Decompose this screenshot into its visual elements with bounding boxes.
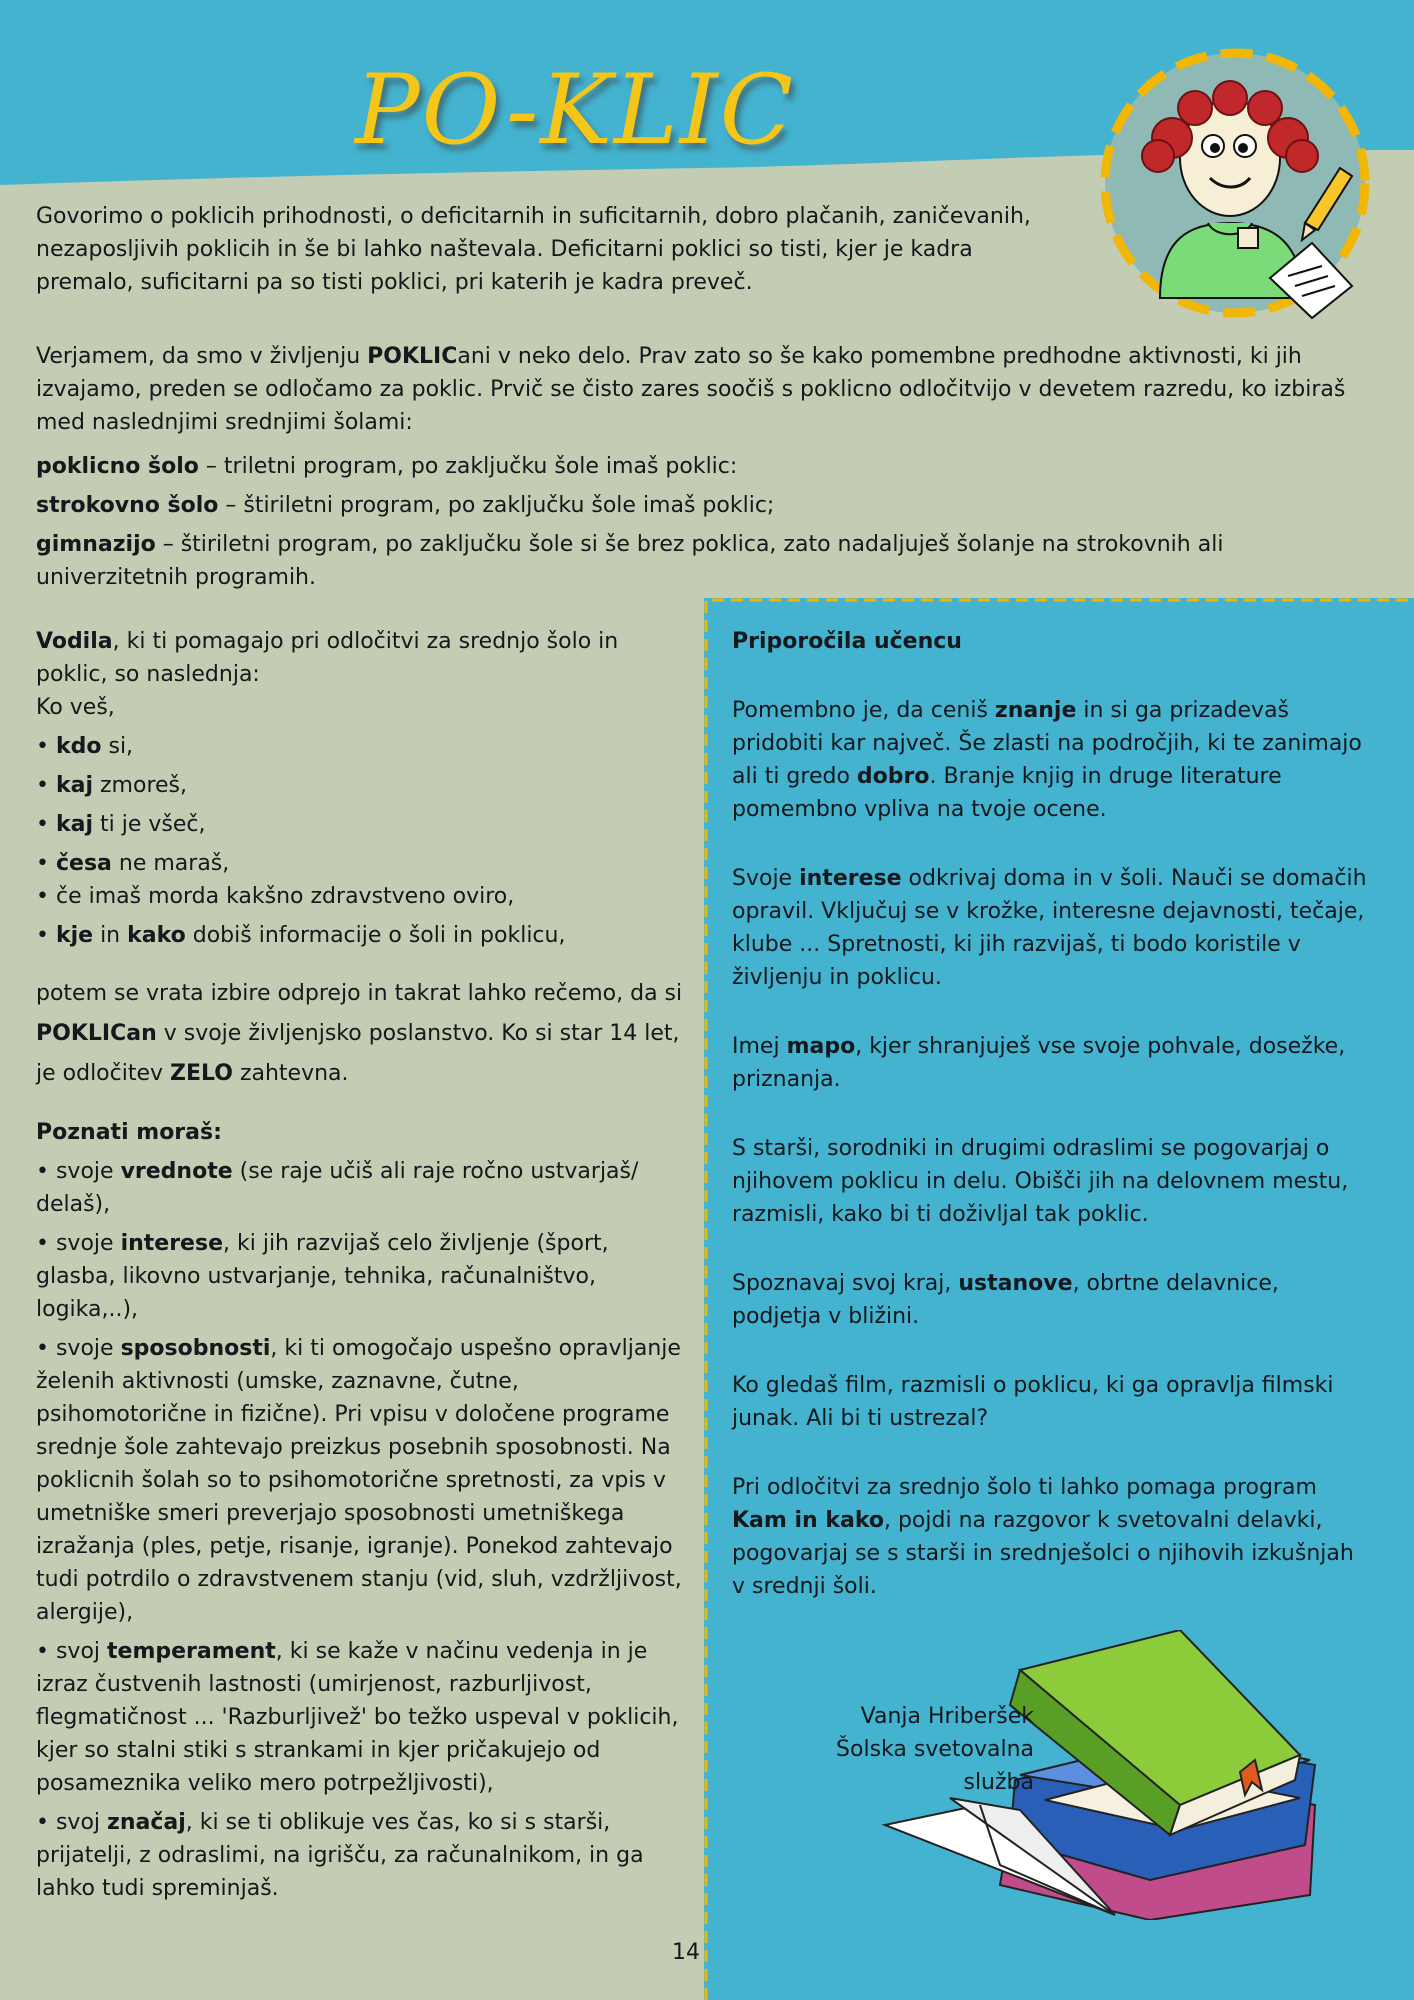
school-type-item: strokovno šolo – štiriletni program, po zaključku šole imaš poklic; [36, 493, 775, 518]
guideline-bullet: • kje in kako dobiš informacije o šoli in poklicu, [36, 923, 566, 948]
recommendation-paragraph: Spoznavaj svoj kraj, ustanove, obrtne delavnice, podjetja v bližini. [732, 1271, 1279, 1329]
guideline-bullet: • če imaš morda kakšno zdravstveno oviro, [36, 884, 515, 909]
right-column [732, 625, 1372, 1603]
author-organization: Šolska svetovalna služba [836, 1737, 1034, 1795]
recommendation-paragraph: Ko gledaš film, razmisli o poklicu, ki ga opravlja filmski junak. Ali bi ti ustrezal? [732, 1373, 1334, 1431]
must-know-item: • svoje interese, ki jih razvijaš celo življenje (šport, glasba, likovno ustvarjanje, tehnika, računalništvo, logika,..), [36, 1231, 609, 1322]
choices-paragraph: Verjamem, da smo v življenju POKLICani v neko delo. Prav zato so še kako pomembne predhodne aktivnosti, ki jih izvajamo, preden se odločamo za poklic. Prvič se čisto zares soočiš s poklicno odločitvijo v devetem razredu, ko izbiraš med naslednjimi srednjimi šolami: [36, 344, 1346, 435]
guidelines-intro: Vodila, ki ti pomagajo pri odločitvi za srednjo šolo in poklic, so naslednja: [36, 629, 619, 687]
recommendation-paragraph: S starši, sorodniki in drugimi odraslimi se pogovarjaj o njihovem poklicu in delu. Obišči jih na delovnem mestu, razmisli, kako bi ti doživljal tak poklic. [732, 1136, 1349, 1227]
must-know-item: • svoj značaj, ki se ti oblikuje ves čas, ko si s starši, prijatelji, z odraslimi, na igrišču, za računalnikom, in ga lahko tudi spreminjaš. [36, 1810, 644, 1901]
girl-writing-illustration [1090, 38, 1380, 328]
decision-paragraph: potem se vrata izbire odprejo in takrat lahko rečemo, da si POKLICan v svoje življenjsko poslanstvo. Ko si star 14 let, je odločitev ZELO zahtevna. [36, 981, 683, 1086]
recommendations-heading: Priporočila učencu [732, 629, 962, 654]
guideline-bullet: • česa ne maraš, [36, 851, 230, 876]
guideline-bullet: • kaj zmoreš, [36, 773, 187, 798]
guideline-bullet: • kaj ti je všeč, [36, 812, 206, 837]
must-know-heading: Poznati moraš: [36, 1120, 222, 1145]
must-know-item: • svoje vrednote (se raje učiš ali raje ročno ustvarjaš/ delaš), [36, 1159, 639, 1217]
school-types-list [36, 450, 1376, 594]
recommendation-paragraph: Svoje interese odkrivaj doma in v šoli. Nauči se domačih opravil. Vključuj se v krožke, interesne dejavnosti, tečaje, klube ... Spretnosti, ki jih razvijaš, ti bodo koristile v življenju in poklicu. [732, 866, 1367, 990]
must-know-item: • svoj temperament, ki se kaže v načinu vedenja in je izraz čustvenih lastnosti (umirjenost, razburljivost, flegmatičnost ... 'Razburljivež' bo težko uspeval v poklicih, kjer so stalni stiki s strankami in kjer pričakujejo od posameznika veliko mero potrpežljivosti), [36, 1639, 679, 1796]
left-column [36, 625, 686, 1905]
guideline-bullet: • kdo si, [36, 734, 134, 759]
author-signature [760, 1700, 1034, 1799]
ko-ves-label: Ko veš, [36, 695, 115, 720]
must-know-item: • svoje sposobnosti, ki ti omogočajo uspešno opravljanje želenih aktivnosti (umske, zaznavne, čutne, psihomotorične in fizične). Pri vpisu v določene programe srednje šole zahtevajo preizkus posebnih sposobnosti. Na poklicnih šolah so to psihomotorične spretnosti, za vpis v umetniške smeri preverjajo sposobnosti umetniškega izražanja (ples, petje, risanje, igranje). Ponekod zahtevajo tudi potrdilo o zdravstvenem stanju (vid, sluh, vzdržljivost, alergije), [36, 1336, 682, 1625]
author-name: Vanja Hriberšek [860, 1704, 1034, 1729]
recommendation-paragraph: Imej mapo, kjer shranjuješ vse svoje pohvale, dosežke, priznanja. [732, 1034, 1346, 1092]
page-number: 14 [672, 1940, 700, 1965]
page-title: PO-KLIC [355, 54, 796, 166]
intro-paragraph: Govorimo o poklicih prihodnosti, o deficitarnih in suficitarnih, dobro plačanih, zaničevanih, nezaposljivih poklicih in še bi lahko naštevala. Deficitarni poklici so tisti, kjer je kadra premalo, suficitarni pa so tisti poklici, pri katerih je kadra preveč. [36, 204, 1031, 295]
school-type-item: gimnazijo – štiriletni program, po zaključku šole si še brez poklica, zato nadaljuješ šolanje na strokovnih ali univerzitetnih programih. [36, 532, 1224, 590]
school-type-item: poklicno šolo – triletni program, po zaključku šole imaš poklic: [36, 454, 738, 479]
recommendation-paragraph: Pri odločitvi za srednjo šolo ti lahko pomaga program Kam in kako, pojdi na razgovor k svetovalni delavki, pogovarjaj se s starši in srednješolci o njihovih izkušnjah v srednji šoli. [732, 1475, 1354, 1599]
recommendation-paragraph: Pomembno je, da ceniš znanje in si ga prizadevaš pridobiti kar največ. Še zlasti na področjih, ki te zanimajo ali ti gredo dobro. Branje knjig in druge literature pomembno vpliva na tvoje ocene. [732, 698, 1362, 822]
